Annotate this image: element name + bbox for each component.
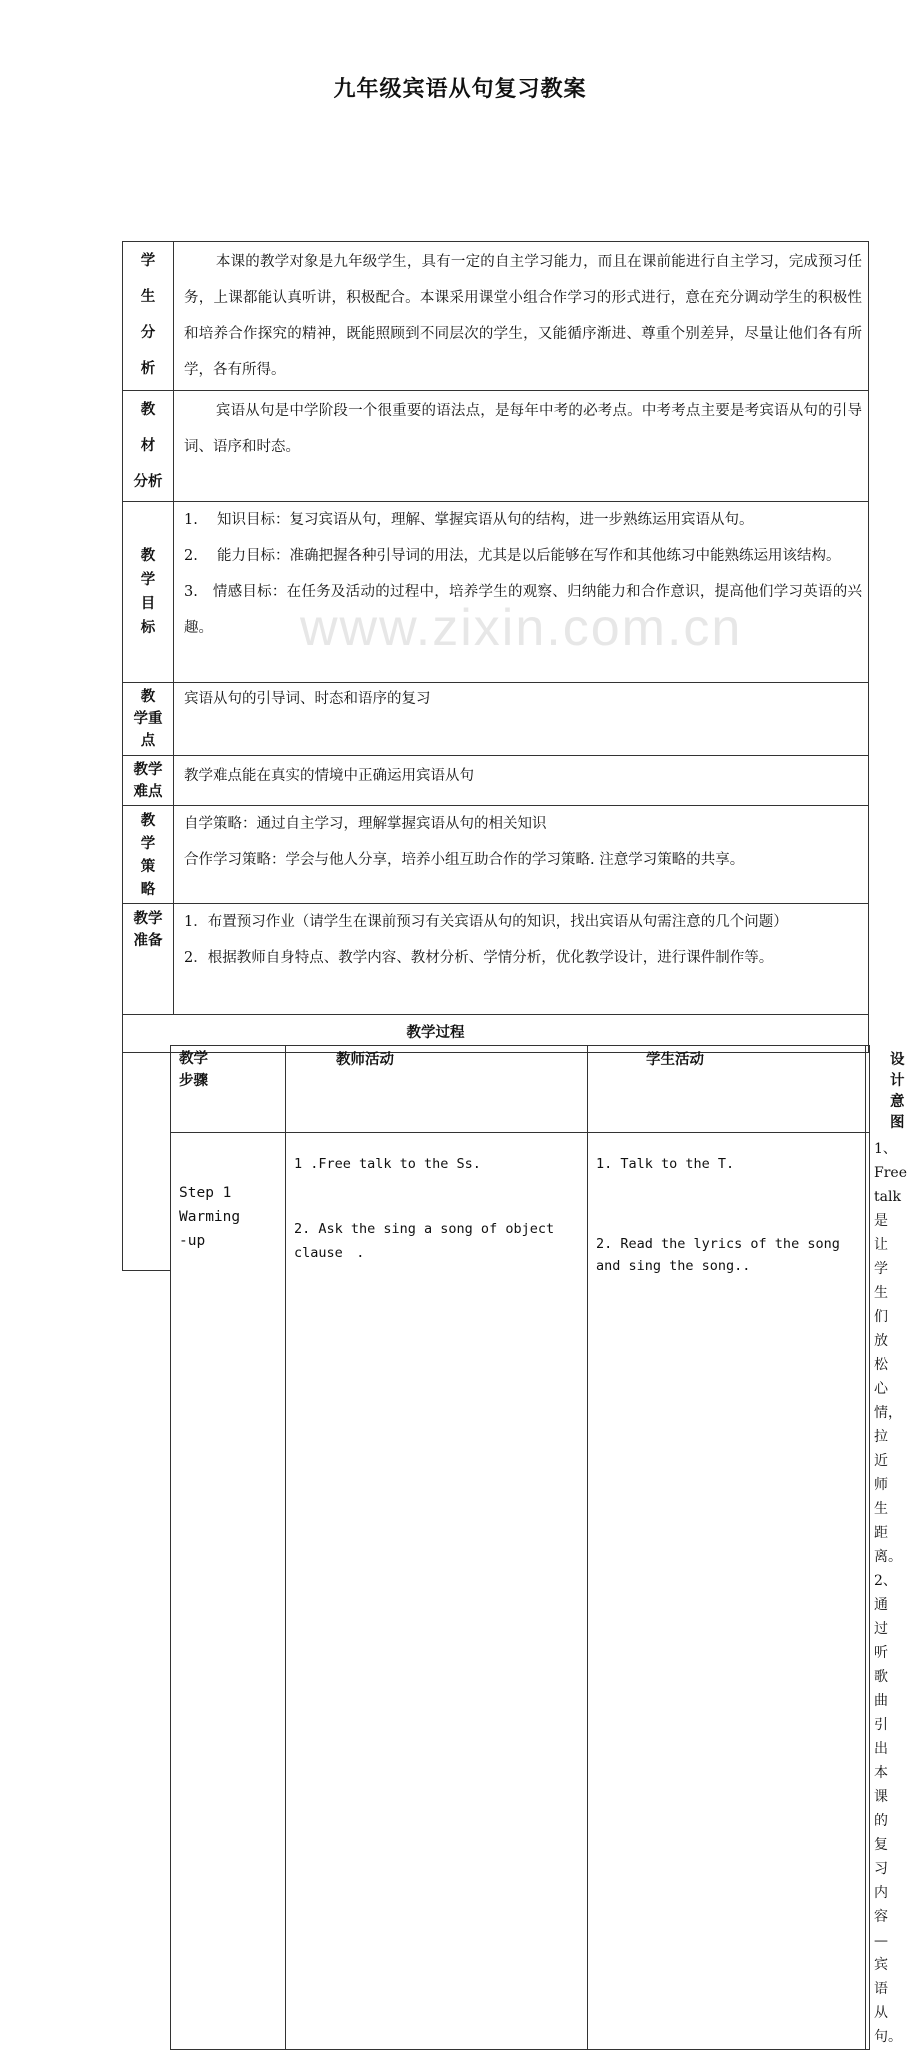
label-key-points: [123, 683, 174, 756]
process-table: [170, 1045, 907, 2050]
student-activity: 2. Read the lyrics of the song and sing the song..: [596, 1236, 840, 1274]
label-char: 教: [140, 688, 156, 705]
material-analysis-text: 宾语从句是中学阶段一个很重要的语法点，是每年中考的必考点。中考考点主要是考宾语从句的引导词、语序和时态。: [184, 403, 862, 455]
material-analysis-content: [174, 391, 869, 502]
student-activity-cell: [588, 1133, 866, 2050]
label-char: 教: [140, 547, 156, 564]
strategy-item: 合作学习策略：学会与他人分享，培养小组互助合作的学习策略. 注意学习策略的共享。: [184, 852, 745, 868]
strategy-content: [174, 806, 869, 904]
row-goals: [123, 502, 869, 683]
document-title: 九年级宾语从句复习教案: [333, 76, 587, 102]
row-strategy: [123, 806, 869, 904]
label-char: 析: [140, 360, 156, 377]
process-header-row: [171, 1046, 870, 1133]
goal-item: 3. 情感目标：在任务及活动的过程中，培养学生的观察、归纳能力和合作意识，提高他们学习英语的兴趣。: [184, 584, 862, 636]
watermark: www.zixin.com.cn: [300, 599, 743, 657]
label-char: 学: [140, 252, 156, 269]
teacher-activity: 2. Ask the sing a song of object clause .: [294, 1221, 555, 1261]
label-preparation: [123, 904, 174, 1015]
row-key-points: [123, 683, 869, 756]
header-teacher: 教师活动: [286, 1046, 588, 1133]
header-student: 学生活动: [588, 1046, 866, 1133]
label-char: 点: [140, 732, 156, 749]
preparation-item: 2．根据教师自身特点、教学内容、教材分析、学情分析，优化教学设计，进行课件制作等。: [184, 950, 774, 966]
label-char: 分析: [133, 473, 163, 490]
label-difficulties: [123, 756, 174, 806]
process-row: [171, 1133, 870, 2050]
preparation-content: [174, 904, 869, 1015]
student-analysis-text: 本课的教学对象是九年级学生，具有一定的自主学习能力，而且在课前能进行自主学习，完成预习任务，上课都能认真听讲，积极配合。本课采用课堂小组合作学习的形式进行，意在充分调动学生的积极性和培养合作探究的精神，既能照顾到不同层次的学生，又能循序渐进、尊重个别差异，尽量让他们各有所学，各有所得。: [184, 254, 862, 378]
label-char: 学重: [133, 710, 163, 727]
label-char: 教学: [133, 910, 163, 927]
label-char: 生: [140, 288, 156, 305]
label-char: 目: [140, 595, 156, 612]
label-student-analysis: [123, 242, 174, 391]
student-analysis-content: [174, 242, 869, 391]
preparation-item: 1．布置预习作业（请学生在课前预习有关宾语从句的知识，找出宾语从句需注意的几个问题）: [184, 914, 788, 930]
row-material-analysis: [123, 391, 869, 502]
teacher-activity: 1 .Free talk to the Ss.: [294, 1156, 481, 1172]
difficulties-text: 教学难点能在真实的情境中正确运用宾语从句: [184, 768, 474, 784]
step-cell: Step 1 Warming -up: [171, 1133, 286, 2050]
label-char: 教: [140, 811, 156, 829]
purpose-cell: 1、Free talk是让学生们放松心情，拉近师生距离。 2、通过听歌曲引出本课的复习内容—宾语从句。: [866, 1133, 870, 2050]
label-char: 标: [140, 619, 156, 636]
student-activity: 1. Talk to the T.: [596, 1156, 735, 1172]
label-char: 策: [140, 857, 156, 875]
label-char: 教学: [133, 760, 163, 778]
row-student-analysis: [123, 242, 869, 391]
header-purpose: 设计意图: [866, 1046, 870, 1133]
label-material-analysis: [123, 391, 174, 502]
key-points-content: [174, 683, 869, 756]
goal-item: 1. 知识目标：复习宾语从句，理解、掌握宾语从句的结构，进一步熟练运用宾语从句。: [184, 512, 754, 528]
goals-content: [174, 502, 869, 683]
label-char: 分: [140, 324, 156, 341]
label-char: 学: [140, 834, 156, 852]
row-preparation: [123, 904, 869, 1015]
goal-item: 2. 能力目标：准确把握各种引导词的用法，尤其是以后能够在写作和其他练习中能熟练运用该结构。: [184, 548, 841, 564]
label-char: 准备: [133, 932, 163, 949]
label-goals: [123, 502, 174, 683]
label-strategy: [123, 806, 174, 904]
row-difficulties: [123, 756, 869, 806]
process-left-strip: [122, 1045, 171, 1271]
key-points-text: 宾语从句的引导词、时态和语序的复习: [184, 691, 431, 707]
lesson-plan-table: [122, 241, 869, 1053]
label-char: 难点: [133, 782, 163, 800]
strategy-item: 自学策略：通过自主学习，理解掌握宾语从句的相关知识: [184, 816, 547, 832]
teacher-activity-cell: [286, 1133, 588, 2050]
label-char: 略: [140, 880, 156, 898]
label-char: 材: [140, 437, 156, 454]
label-char: 学: [140, 571, 156, 588]
label-char: 教: [140, 401, 156, 418]
header-step: 教学 步骤: [171, 1046, 286, 1133]
difficulties-content: [174, 756, 869, 806]
process-title-text: 教学过程: [406, 1024, 465, 1041]
